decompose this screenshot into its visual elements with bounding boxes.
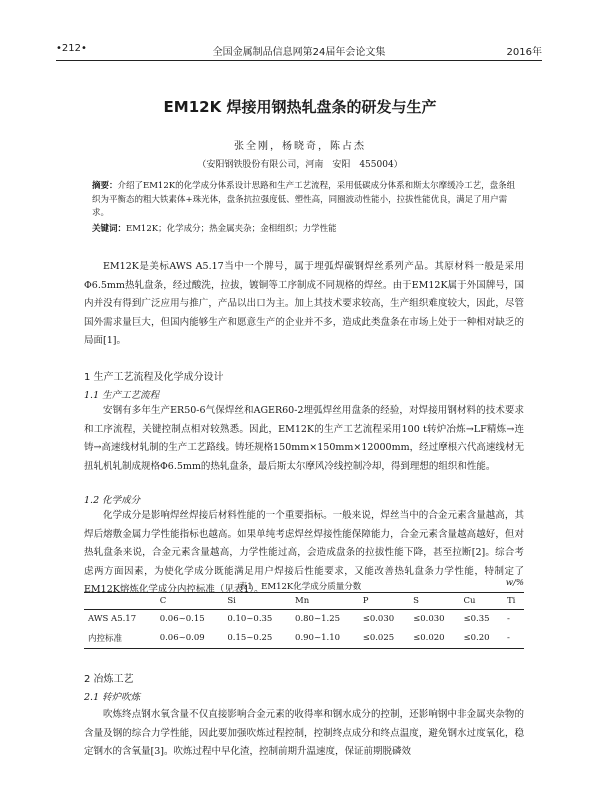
table-col-header: Cu xyxy=(460,593,504,610)
page-header xyxy=(56,40,542,61)
table-cell: ≤0.020 xyxy=(409,628,459,649)
table-cell: 0.10~0.35 xyxy=(227,614,273,624)
table-cell: - xyxy=(507,614,510,624)
table-cell: AWS A5.17 xyxy=(88,614,137,624)
table-cell: 0.80~1.25 xyxy=(295,614,341,624)
section-1-heading: 1 生产工艺流程及化学成分设计 xyxy=(84,372,224,383)
table-col-header: Si xyxy=(223,593,291,610)
table-header-row xyxy=(84,593,524,610)
intro-paragraph: EM12K是美标AWS A5.17当中一个牌号，属于埋弧焊碳钢焊丝系列产品。其原材料一般是采用Φ6.5mm热轧盘条，经过酸洗，拉拔，镀铜等工序制成不同规格的焊丝。由于EM12K属于外国牌号，国内并没有得到广泛应用与推广，产品以出口为主。加上其技术要求较高，生产组织难度较大，因此，尽管国外需求量巨大，但国内能够生产和愿意生产的企业并不多，造成此类盘条在市场上处于一种相对缺乏的局面[1]。 xyxy=(84,261,524,346)
section-1-1-paragraph: 安钢有多年生产ER50-6气保焊丝和AGER60-2埋弧焊丝用盘条的经验，对焊接用钢材料的技术要求和工序流程，关键控制点相对较熟悉。因此，EM12K的生产工艺流程采用100 t转炉冶炼→LF精炼→连铸→高速线材轧制的生产工艺路线。铸坯规格150mm×150mm×12000mm，经过摩根六代高速线材无扭轧机轧制成规格Φ6.5mm的热轧盘条，最后斯太尔摩风冷线控制冷却，得到理想的组织和性能。 xyxy=(84,405,524,472)
table-cell: ≤0.025 xyxy=(359,628,409,649)
table-cell: 0.15~0.25 xyxy=(223,628,291,649)
journal-title: 全国金属制品信息网第24届年会论文集 xyxy=(212,47,386,58)
section-1-1-heading: 1.1 生产工艺流程 xyxy=(84,390,160,401)
table-col-header: Mn xyxy=(291,593,359,610)
table-col-header: C xyxy=(156,593,224,610)
page-number: •212• xyxy=(56,43,87,54)
keywords xyxy=(92,222,522,234)
abstract-text: 介绍了EM12K的化学成分体系设计思路和生产工艺流程，采用低碳成分体系和斯太尔摩缓冷工艺，盘条组织为平衡态的粗大铁素体+珠光体，盘条抗拉强度低、塑性高，同圈波动性能小，拉拔性能优良，满足了用户需求。 xyxy=(92,181,516,218)
section-2-heading: 2 冶炼工艺 xyxy=(84,674,134,685)
table-1-caption: 表1 EM12K化学成分质量分数 xyxy=(238,582,362,592)
table-1 xyxy=(84,592,524,649)
table-row xyxy=(84,610,524,629)
paper-title: EM12K 焊接用钢热轧盘条的研发与生产 xyxy=(163,98,437,116)
paper-authors: 张全刚，杨晓奇，陈占杰 xyxy=(234,141,366,152)
table-cell: ≤0.030 xyxy=(413,614,445,624)
table-cell: ≤0.35 xyxy=(463,614,490,624)
section-1-2-paragraph: 化学成分是影响焊丝焊接后材料性能的一个重要指标。一般来说，焊丝当中的合金元素含量越高，其焊后熔敷金属力学性能指标也越高。如果单纯考虑焊丝焊接性能保障能力，合金元素含量越高越好，但对热轧盘条来说，合金元素含量越高，力学性能过高，会造成盘条的拉拔性能下降，甚至拉断[2]。综合考虑两方面因素，为使化学成分既能满足用户焊接后性能要求，又能改善热轧盘条力学性能，特制定了EM12K熔炼化学成分内控标准（见表1）。 xyxy=(84,510,524,595)
keywords-text: EM12K；化学成分；热金属夹杂；金相组织；力学性能 xyxy=(126,224,337,234)
table-col-header: S xyxy=(409,593,459,610)
section-2-1-paragraph: 吹炼终点钢水氧含量不仅直接影响合金元素的收得率和钢水成分的控制，还影响钢中非金属夹杂物的含量及钢的综合力学性能，因此要加强吹炼过程控制，控制终点成分和终点温度，避免钢水过度氧化，稳定钢水的含氧量[3]。吹炼过程中早化渣，控制前期升温速度，保证前期脱磷效 xyxy=(84,709,524,757)
table-cell: ≤0.20 xyxy=(460,628,504,649)
table-col-header: P xyxy=(359,593,409,610)
table-cell: ≤0.030 xyxy=(362,614,395,624)
table-col-header xyxy=(84,593,156,610)
table-cell: 0.06~0.09 xyxy=(156,628,224,649)
section-2-1-heading: 2.1 转炉吹炼 xyxy=(84,692,141,703)
abstract-label: 摘要： xyxy=(92,181,118,191)
table-col-header: Ti xyxy=(503,593,524,610)
section-1-2-heading: 1.2 化学成分 xyxy=(84,495,141,506)
table-cell: - xyxy=(503,628,524,649)
abstract xyxy=(92,180,522,221)
keywords-label: 关键词： xyxy=(92,224,127,234)
journal-year: 2016年 xyxy=(506,47,542,58)
table-row xyxy=(84,628,524,649)
author-affiliation: （安阳钢铁股份有限公司，河南 安阳 455004） xyxy=(197,160,403,170)
table-cell: 内控标准 xyxy=(84,628,156,649)
table-cell: 0.90~1.10 xyxy=(291,628,359,649)
table-cell: 0.06~0.15 xyxy=(159,614,205,624)
table-1-unit: w/% xyxy=(505,578,524,588)
